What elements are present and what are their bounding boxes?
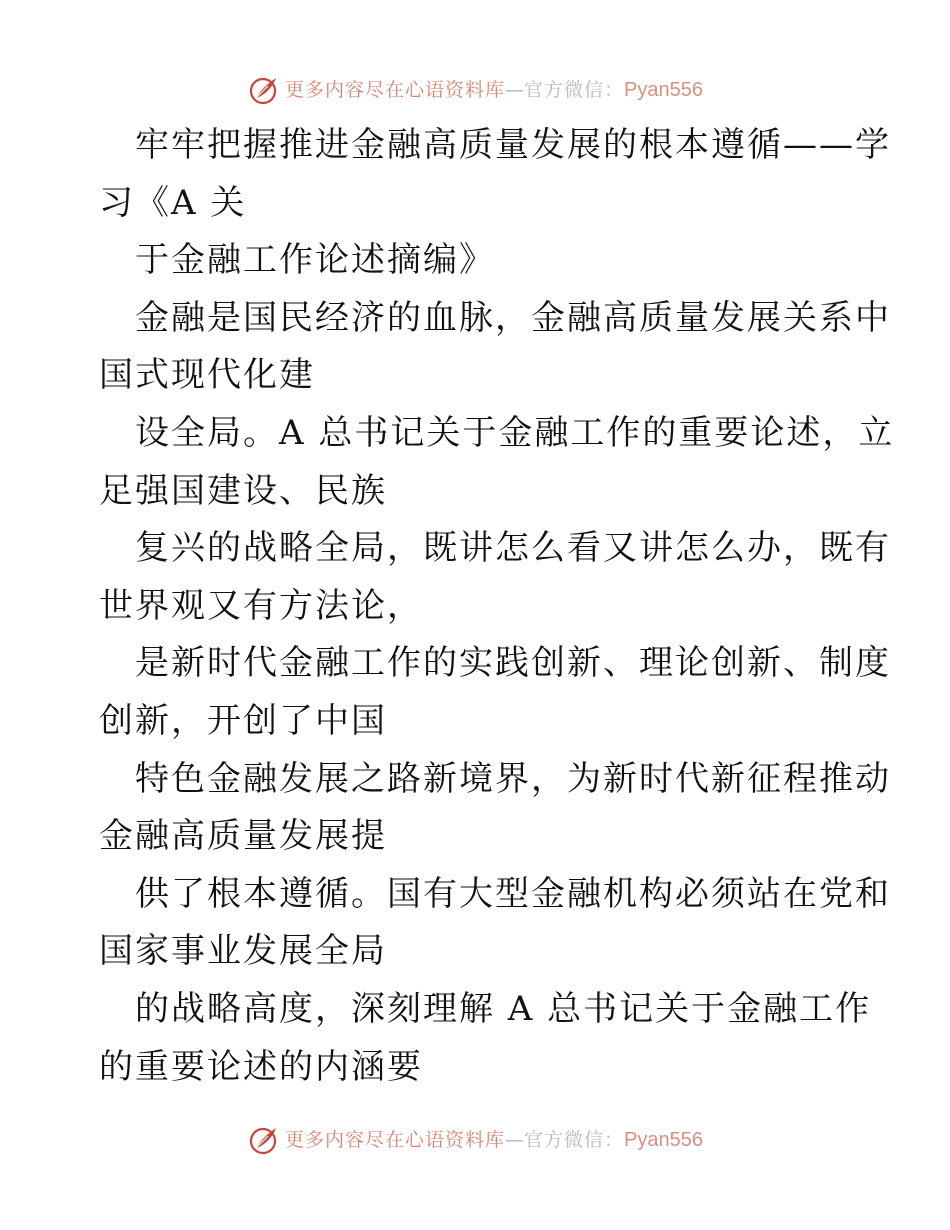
body-line: 的战略高度，深刻理解 A 总书记关于金融工作 xyxy=(135,988,872,1029)
watermark-main-text: 更多内容尽在心语资料库 xyxy=(285,79,506,101)
body-line: 金融高质量发展提 xyxy=(99,816,387,857)
body-line: 复兴的战略全局，既讲怎么看又讲怎么办，既有 xyxy=(135,528,891,569)
body-line: 供了根本遵循。国有大型金融机构必须站在党和 xyxy=(135,873,891,914)
header-watermark xyxy=(0,70,950,110)
body-line: 国家事业发展全局 xyxy=(99,931,387,972)
body-line: 牢牢把握推进金融高质量发展的根本遵循——学 xyxy=(135,125,891,165)
watermark-wechat-id: Pyan556 xyxy=(624,79,703,101)
document-body xyxy=(99,117,895,1096)
body-line: 世界观又有方法论， xyxy=(99,585,423,626)
body-line: 国式现代化建 xyxy=(99,355,315,396)
body-line: 的重要论述的内涵要 xyxy=(99,1046,423,1087)
body-line: 习《A 关 xyxy=(99,182,247,223)
watermark-official-label: 官方微信： xyxy=(524,79,625,101)
body-line: 足强国建设、民族 xyxy=(99,470,387,511)
watermark-separator: — xyxy=(505,1129,525,1151)
body-line: 设全局。A 总书记关于金融工作的重要论述，立 xyxy=(135,412,895,453)
footer-watermark xyxy=(0,1120,950,1160)
body-line: 是新时代金融工作的实践创新、理论创新、制度 xyxy=(135,643,891,684)
feather-pen-logo-icon xyxy=(247,1124,279,1156)
watermark-main-text: 更多内容尽在心语资料库 xyxy=(285,1129,506,1151)
watermark-official-label: 官方微信： xyxy=(524,1129,625,1151)
body-line: 创新，开创了中国 xyxy=(99,700,387,741)
watermark-wechat-id: Pyan556 xyxy=(624,1129,703,1151)
feather-pen-logo-icon xyxy=(247,74,279,106)
watermark-separator: — xyxy=(505,79,525,101)
body-line: 特色金融发展之路新境界，为新时代新征程推动 xyxy=(135,758,891,799)
body-line: 于金融工作论述摘编》 xyxy=(135,240,495,281)
body-line: 金融是国民经济的血脉，金融高质量发展关系中 xyxy=(135,297,891,338)
